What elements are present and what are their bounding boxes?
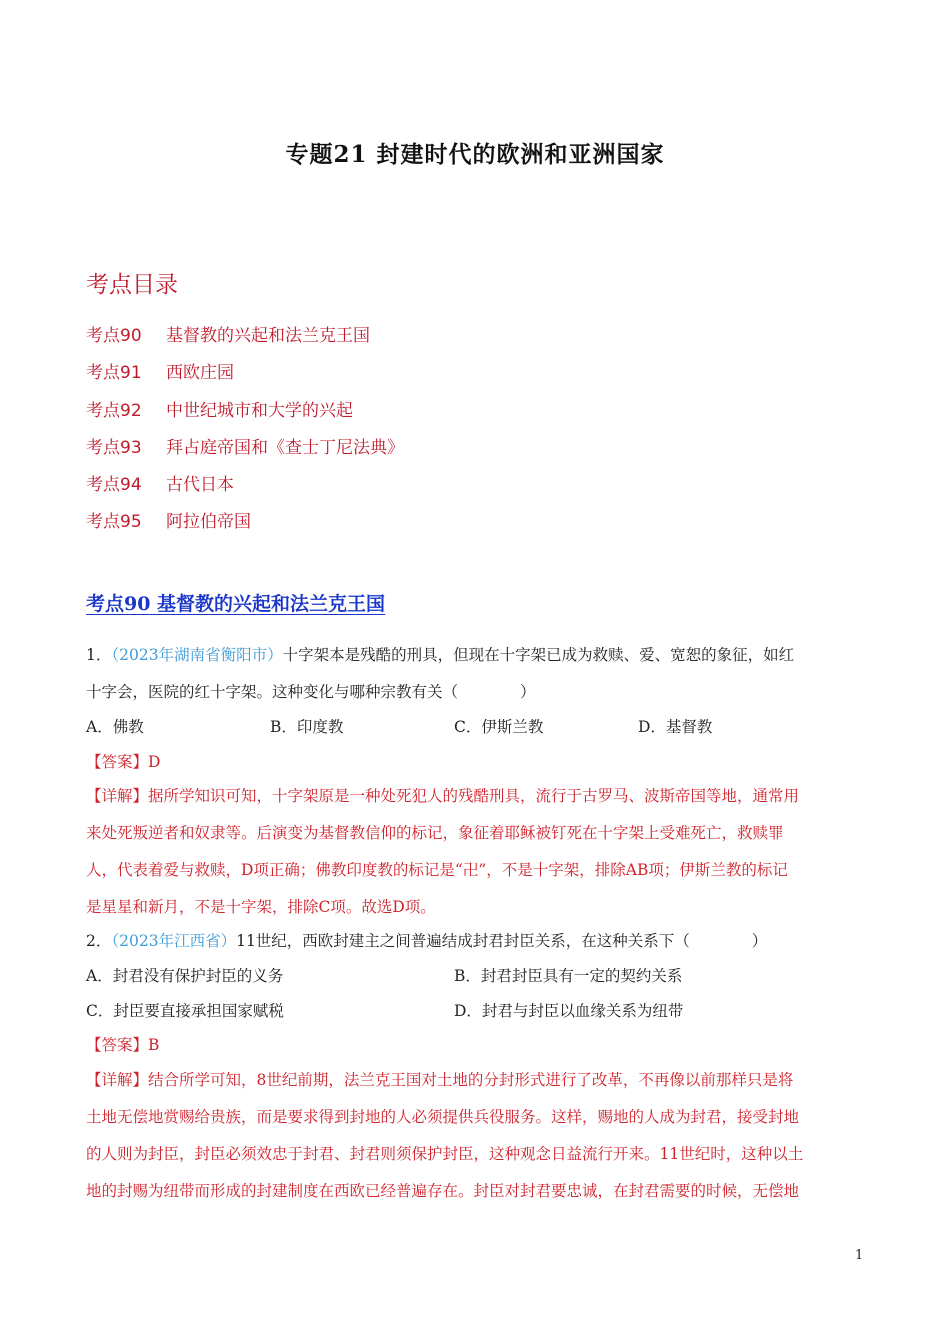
page-title: 专题21 封建时代的欧洲和亚洲国家 xyxy=(285,141,665,168)
toc-item-number: 考点91 xyxy=(86,363,142,383)
question-source: （2023年江西省） xyxy=(111,932,237,950)
question-stem-line: 十字架本是残酷的刑具，但现在十字架已成为救赎、爱、宽恕的象征，如红 xyxy=(282,646,795,664)
toc-item-label: 古代日本 xyxy=(166,475,234,495)
q2-detail-line: 的人则为封臣，封臣必须效忠于封君、封君则须保护封臣，这种观念日益流行开来。11世纪时，这种以土 xyxy=(86,1145,804,1163)
toc-heading: 考点目录 xyxy=(86,272,178,298)
toc-item-label: 中世纪城市和大学的兴起 xyxy=(166,401,353,421)
toc-item-95[interactable] xyxy=(86,507,251,532)
question-1-stem xyxy=(86,643,794,665)
toc-item-number: 考点95 xyxy=(86,512,142,532)
detail-text: 结合所学可知，8世纪前期，法兰克王国对土地的分封形式进行了改革，不再像以前那样只是将 xyxy=(148,1071,794,1089)
toc-item-number: 考点93 xyxy=(86,438,142,458)
detail-text: 据所学知识可知，十字架原是一种处死犯人的残酷刑具，流行于古罗马、波斯帝国等地，通常用 xyxy=(148,787,800,805)
section-heading-90[interactable]: 考点90 基督教的兴起和法兰克王国 xyxy=(86,593,386,615)
answer-tag: 【答案】 xyxy=(86,753,149,771)
toc-item-number: 考点92 xyxy=(86,401,142,421)
question-number: 1． xyxy=(86,646,112,664)
question-2-stem xyxy=(86,929,767,951)
question-stem-line: 11世纪，西欧封建主之间普遍结成封君封臣关系，在这种关系下（ ） xyxy=(236,932,768,950)
toc-item-90[interactable] xyxy=(86,321,370,346)
q1-answer xyxy=(86,750,160,772)
detail-tag: 【详解】 xyxy=(86,1071,149,1089)
question-1-stem-cont: 十字会，医院的红十字架。这种变化与哪种宗教有关（ ） xyxy=(86,683,536,701)
q2-answer xyxy=(86,1033,159,1055)
q1-detail-line: 来处死叛逆者和奴隶等。后演变为基督教信仰的标记，象征着耶稣被钉死在十字架上受难死亡，救赎罪 xyxy=(86,824,784,842)
answer-value: D xyxy=(148,753,161,771)
toc-item-label: 拜占庭帝国和《查士丁尼法典》 xyxy=(166,438,404,458)
q2-detail-line: 土地无偿地赏赐给贵族，而是要求得到封地的人必须提供兵役服务。这样，赐地的人成为封君，接受封地 xyxy=(86,1108,800,1126)
question-number: 2． xyxy=(86,932,112,950)
toc-item-label: 阿拉伯帝国 xyxy=(166,512,251,532)
toc-item-94[interactable] xyxy=(86,470,234,495)
q1-detail-line: 是星星和新月，不是十字架，排除C项。故选D项。 xyxy=(86,898,436,916)
q2-option-d: D．封君与封臣以血缘关系为纽带 xyxy=(454,1002,684,1020)
q2-detail-line xyxy=(86,1068,793,1090)
q1-option-a: A．佛教 xyxy=(86,718,144,736)
toc-item-number: 考点90 xyxy=(86,326,142,346)
q1-detail-line xyxy=(86,784,799,806)
q2-option-a: A．封君没有保护封臣的义务 xyxy=(86,967,284,985)
q1-option-d: D．基督教 xyxy=(638,718,713,736)
answer-value: B xyxy=(148,1036,160,1054)
q2-detail-line: 地的封赐为纽带而形成的封建制度在西欧已经普遍存在。封臣对封君要忠诚，在封君需要的时候，无偿地 xyxy=(86,1182,800,1200)
q1-option-b: B．印度教 xyxy=(270,718,344,736)
q1-detail-line: 人，代表着爱与救赎，D项正确；佛教印度教的标记是“卍”，不是十字架，排除AB项；伊斯兰教的标记 xyxy=(86,861,788,879)
toc-item-91[interactable] xyxy=(86,358,234,383)
question-source: （2023年湖南省衡阳市） xyxy=(111,646,283,664)
page-number: 1 xyxy=(855,1248,864,1263)
toc-item-number: 考点94 xyxy=(86,475,142,495)
toc-item-92[interactable] xyxy=(86,396,353,421)
toc-item-label: 基督教的兴起和法兰克王国 xyxy=(166,326,370,346)
q1-option-c: C．伊斯兰教 xyxy=(454,718,544,736)
toc-item-label: 西欧庄园 xyxy=(166,363,234,383)
detail-tag: 【详解】 xyxy=(86,787,149,805)
q2-option-c: C．封臣要直接承担国家赋税 xyxy=(86,1002,284,1020)
answer-tag: 【答案】 xyxy=(86,1036,149,1054)
toc-item-93[interactable] xyxy=(86,433,404,458)
q2-option-b: B．封君封臣具有一定的契约关系 xyxy=(454,967,683,985)
